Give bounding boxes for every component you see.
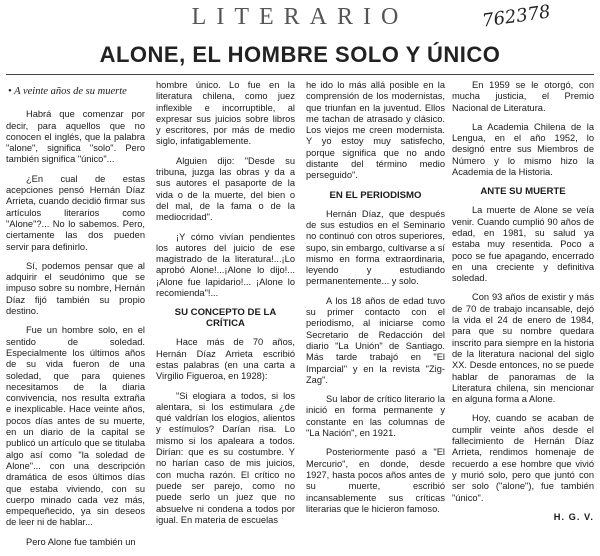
column-3 [306, 80, 445, 523]
subhead-muerte: ANTE SU MUERTE [480, 186, 566, 198]
paragraph: Pero Alone fue también un [26, 536, 136, 547]
paragraph: Sí, podemos pensar que al adquirir el seudónimo que se impuso sobre su nombre, Hernán Díaz fijó también su propio destino. [6, 260, 145, 317]
handwritten-stamp: 762378 [480, 1, 552, 32]
paragraph: Hace más de 70 años, Hernán Díaz Arrieta escribió estas palabras (en una carta a Virgilio Figueroa, en 1928): [156, 337, 295, 382]
paragraph: hombre único. Lo fue en la literatura chilena, como juez inflexible e incorruptible, al expresar sus juicios sobre libros y escritores, por más de medio siglo, infatigablemente. [156, 80, 295, 147]
headline: ALONE, EL HOMBRE SOLO Y ÚNICO [99, 42, 501, 67]
section-label: LITERARIO [191, 4, 409, 30]
paragraph: Fue un hombre solo, en el sentido de soledad. Especialmente los últimos años de su vida fueron de una soledad, que para quienes necesitamos de la diaria convivencia, nos resulta extraña e inexplicable. Hace veinte años, pocos días antes de su muerte, en un diario de la capital se publicó un artículo que se titulaba algo así como "la soledad de Alone"... con una descripción dramática de esos últimos días que estaba viviendo, con su cuerpo minado cada vez más, empequeñecido, ya sin deseos de leer ni de hablar... [6, 325, 145, 528]
paragraph: ¡Y cómo vivían pendientes los autores del juicio de ese magistrado de la literatura!...¡Lo aprobó Alone!...¡Alone lo dijo!...¡Alone fue lapidario!... ¡Alone lo recomienda"!... [156, 231, 295, 299]
paragraph: he ido lo más allá posible en la comprensión de los modernistas, que triunfan en la juventud. Ellos me tachan de atrasado y clásico. Los viejos me creen modernista. Y yo estoy muy satisfecho, porque significa que no ando distante del término medio perseguido". [306, 80, 445, 181]
column-1 [6, 80, 145, 556]
signature: H. G. V. [553, 511, 594, 522]
paragraph: Posteriormente pasó a "El Mercurio", en donde, desde 1927, hasta pocos años antes de su muerte, escribió incansablemente sus críticas literarias que le hicieron famoso. [306, 447, 445, 514]
paragraph: A los 18 años de edad tuvo su primer contacto con el periodismo, al iniciarse como Secretario de Redacción del diario "La Unión" de Santiago. Más tarde trabajó en "El Imparcial" y en la revista "Zig-Zag". [306, 295, 445, 385]
paragraph: La muerte de Alone se veía venir. Cuando cumplió 90 años de edad, en 1981, su salud ya estaba muy resentida. Poco a poco se fue apagando, encerrado en una creciente y definitiva soledad. [452, 205, 594, 284]
paragraph: Su labor de crítico literario la inició en forma permanente y constante en las columnas de "La Nación", en 1921. [306, 394, 445, 439]
paragraph: "Si elogiara a todos, si los alentara, si los estimulara ¿de qué valdrían los elogios, alientos y estímulos? Darían risa. Lo mismo si los apaleara a todos. Dirían: que es su costumbre. Y no harían caso de mis juicios, con mucha razón. El crítico no puede ser parejo, como no puede serlo un juez que no absuelve ni condena a todos por igual. En materia de escuelas [156, 390, 295, 525]
subhead-periodismo: EN EL PERIODISMO [329, 189, 422, 201]
paragraph: ¿En cual de estas acepciones pensó Hernán Díaz Arrieta, cuando decidió firmar sus artículos literarios como "Alone"?... No lo sabemos. Pero, ciertamente las dos pueden servir para definirlo. [6, 173, 145, 252]
kicker: • A veinte años de su muerte [8, 86, 127, 97]
header-rule [6, 74, 594, 75]
paragraph: Hernán Díaz, que después de sus estudios en el Seminario no continuó con otros superiores, supo, sin embargo, cultivarse a sí mismo en forma extraordinaria, leyendo y estudiando permanentemente... y solo. [306, 208, 445, 287]
column-4 [452, 80, 594, 523]
subhead-critica: SU CONCEPTO DE LA CRÍTICA [174, 307, 277, 330]
paragraph: Alguien dijo: "Desde su tribuna, juzga las obras y da a sus autores el pasaporte de la vida o de la muerte, del bien o del mal, de la fama o de la mediocridad". [156, 155, 295, 223]
column-2 [156, 80, 295, 534]
paragraph: En 1959 se le otorgó, con mucha justicia, el Premio Nacional de Literatura. [452, 80, 594, 113]
paragraph: Habrá que comenzar por decir, para aquellos que no conocen el inglés, que la palabra "alone", significa "solo". Pero también significa "único"... [6, 109, 145, 165]
paragraph: Hoy, cuando se acaban de cumplir veinte años desde el fallecimiento de Hernán Díaz Arrieta, rendimos homenaje de recuerdo a ese hombre que vivió y murió solo, pero que juntó con ser solo ("alone"), fue también "único". [452, 413, 594, 503]
paragraph: Con 93 años de existir y más de 70 de trabajo incansable, dejó la vida el 24 de enero de 1984, para que su nombre quedara inscrito para siempre en la historia de la literatura nacional del siglo XX. Desde entonces, no se puede hablar de panoramas de la Literatura chilena, sin mencionar en alguna forma a Alone. [452, 292, 594, 405]
paragraph: La Academia Chilena de la Lengua, en el año 1952, lo designó entre sus Miembros de Número y lo mismo hizo la Academia de la Historia. [452, 121, 594, 178]
